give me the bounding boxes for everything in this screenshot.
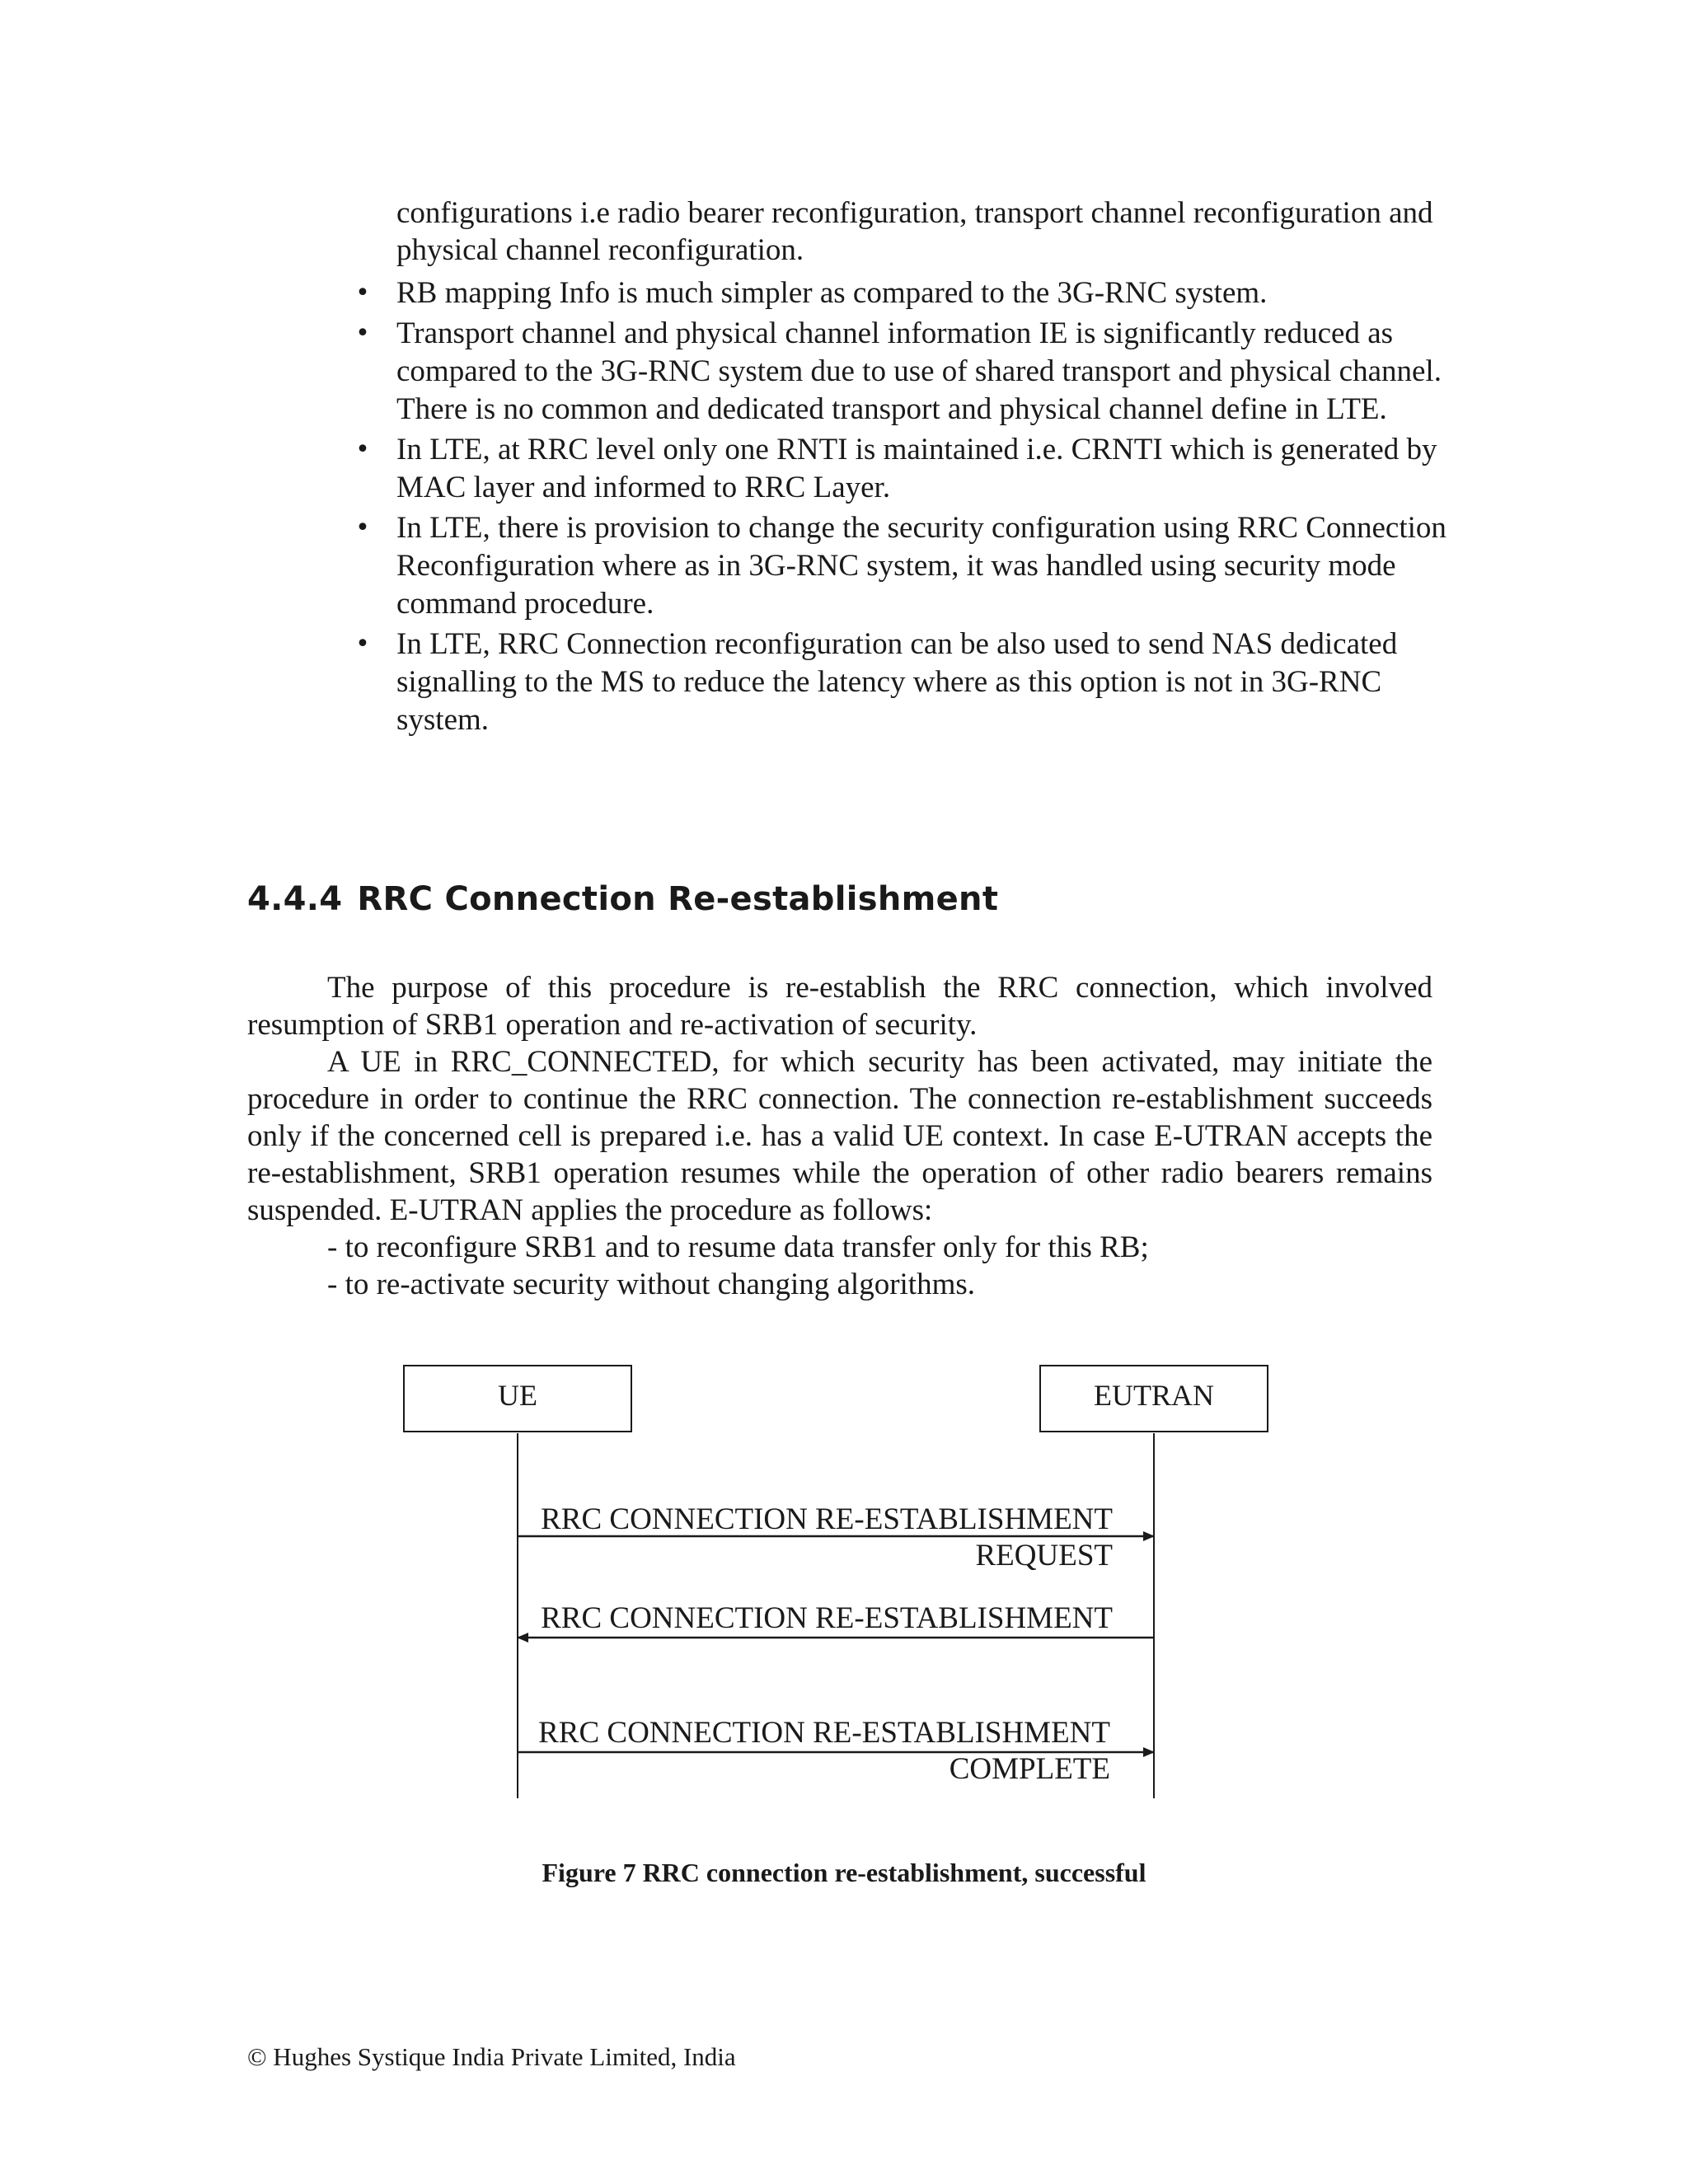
message-label-request [540, 1502, 1113, 1574]
message-label-line: RRC CONNECTION RE-ESTABLISHMENT [541, 1502, 1113, 1536]
bullet-text: In LTE, at RRC level only one RNTI is maintained i.e. CRNTI which is generated by MAC layer and informed to RRC Layer. [396, 433, 1437, 504]
ue-label: UE [498, 1379, 537, 1412]
bullet-icon: • [355, 319, 370, 348]
paragraph: The purpose of this procedure is re-establish the RRC connection, which involved resumption of SRB1 operation and re-activation of security. [247, 971, 1432, 1042]
section-heading [247, 880, 998, 918]
paragraph: A UE in RRC_CONNECTED, for which security has been activated, may initiate the procedure in order to continue the RRC connection. The connection re-establishment succeeds only if the concerned cell is prepared i.e. has a valid UE context. In case E-UTRAN accepts the re-establishment, SRB1 operation resumes while the operation of other radio bearers remains suspended. E-UTRAN applies the procedure as follows: [247, 1045, 1432, 1227]
bullet-text: Transport channel and physical channel information IE is significantly reduced as compared to the 3G-RNC system due to use of shared transport and physical channel. There is no common and dedicated transport and physical channel define in LTE. [396, 316, 1442, 426]
eutran-entity-box [1039, 1365, 1268, 1432]
bullet-text: RB mapping Info is much simpler as compared to the 3G-RNC system. [396, 276, 1268, 310]
section-body [247, 969, 1432, 1303]
bullet-list [355, 274, 1460, 742]
bullet-text: In LTE, RRC Connection reconfiguration can be also used to send NAS dedicated signalling to the MS to reduce the latency where as this option is not in 3G-RNC system. [396, 627, 1398, 737]
message-label-setup [540, 1601, 1113, 1637]
bullet-item [355, 509, 1460, 623]
procedure-item: - to re-activate security without changing algorithms. [327, 1268, 976, 1301]
page-footer: © Hughes Systique India Private Limited, India [247, 2042, 736, 2071]
eutran-label: EUTRAN [1094, 1379, 1214, 1412]
message-label-line: REQUEST [975, 1539, 1113, 1572]
ue-entity-box [403, 1365, 632, 1432]
message-label-line: COMPLETE [949, 1752, 1110, 1786]
message-label-line: RRC CONNECTION RE-ESTABLISHMENT [541, 1601, 1113, 1635]
section-title: RRC Connection Re-establishment [357, 880, 999, 918]
procedure-item: - to reconfigure SRB1 and to resume data transfer only for this RB; [327, 1230, 1149, 1264]
continuation-text: configurations i.e radio bearer reconfiguration, transport channel reconfiguration and physical channel reconfiguration. [396, 196, 1433, 267]
section-number: 4.4.4 [247, 880, 343, 918]
bullet-item [355, 274, 1460, 312]
bullet-item [355, 431, 1460, 507]
bullet-text: In LTE, there is provision to change the security configuration using RRC Connection Reconfiguration where as in 3G-RNC system, it was handled using security mode command procedure. [396, 511, 1447, 621]
bullet-icon: • [355, 630, 370, 658]
message-label-complete [537, 1715, 1110, 1788]
bullet-icon: • [355, 513, 370, 542]
bullet-item [355, 626, 1460, 739]
bullet-icon: • [355, 279, 370, 307]
bullet-item [355, 315, 1460, 429]
figure-caption: Figure 7 RRC connection re-establishment, successful [542, 1858, 1146, 1887]
message-label-line: RRC CONNECTION RE-ESTABLISHMENT [538, 1716, 1110, 1750]
bullet-icon: • [355, 435, 370, 464]
